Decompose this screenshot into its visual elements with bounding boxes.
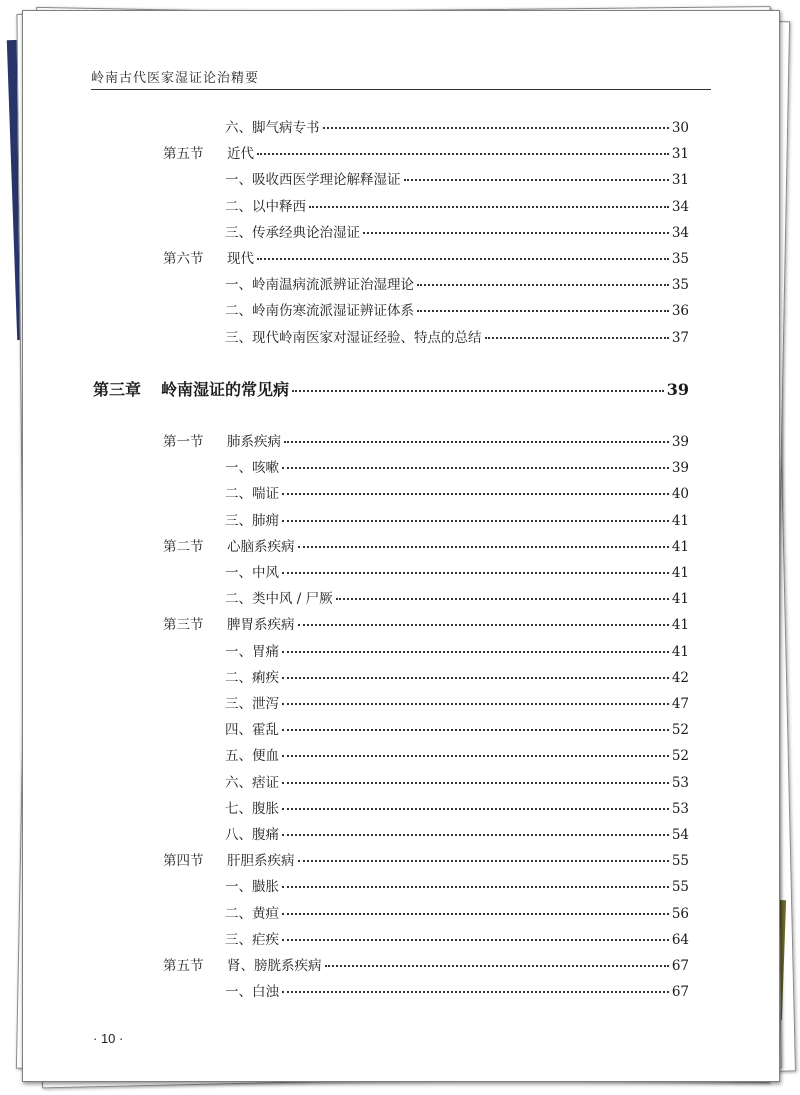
dot-leader (282, 728, 669, 731)
page-number: 35 (671, 251, 689, 267)
page-number: 41 (671, 643, 689, 660)
entry-title (225, 590, 333, 608)
dot-leader (282, 492, 669, 495)
toc-item-entry[interactable] (225, 643, 689, 661)
dot-leader (282, 938, 669, 941)
page-number: 42 (671, 669, 689, 686)
toc-item-entry[interactable] (225, 512, 689, 530)
toc-item-entry[interactable] (225, 931, 689, 949)
dot-leader (485, 336, 669, 339)
toc-chapter-entry[interactable] (93, 379, 689, 401)
toc-item-entry[interactable] (225, 459, 689, 477)
dot-leader (323, 126, 669, 129)
entry-title (225, 485, 279, 503)
section-number: 第五节 (163, 958, 204, 974)
toc-item-entry[interactable] (225, 171, 689, 189)
dot-leader (282, 754, 669, 757)
dot-leader (292, 389, 664, 392)
entry-label: 一、吸收西医学理论解释湿证 (225, 172, 401, 189)
toc-item-entry[interactable] (225, 119, 689, 137)
entry-label: 肾、膀胱系疾病 (227, 958, 322, 974)
section-number: 第三节 (163, 617, 204, 634)
entry-title (225, 878, 279, 896)
dot-leader (282, 833, 669, 836)
page-number: 64 (671, 931, 689, 948)
entry-title (225, 669, 279, 687)
entry-label: 一、岭南温病流派辨证治湿理论 (225, 277, 414, 294)
section-number: 第五节 (163, 146, 204, 163)
entry-label: 三、现代岭南医家对湿证经验、特点的总结 (225, 329, 482, 346)
page-number: 37 (671, 329, 689, 346)
toc-item-entry[interactable] (225, 198, 689, 216)
entry-title (225, 198, 306, 216)
entry-title (225, 905, 279, 923)
entry-title (163, 852, 295, 870)
toc-section-entry[interactable] (163, 250, 689, 268)
entry-title (225, 564, 279, 582)
dot-leader (282, 990, 669, 993)
entry-label: 一、咳嗽 (225, 460, 279, 477)
running-title: 岭南古代医家湿证论治精要 (91, 71, 260, 86)
toc-item-entry[interactable] (225, 747, 689, 765)
toc-item-entry[interactable] (225, 983, 689, 1001)
entry-label: 二、黄疸 (225, 905, 279, 922)
dot-leader (363, 231, 669, 234)
dot-leader (282, 650, 669, 653)
page-number: 34 (671, 224, 689, 241)
dot-leader (325, 964, 669, 967)
toc-item-entry[interactable] (225, 826, 689, 844)
entry-title (225, 459, 279, 477)
page-number: 30 (671, 120, 689, 136)
dot-leader (282, 781, 669, 784)
dot-leader (282, 676, 669, 679)
dot-leader (298, 859, 669, 862)
dot-leader (282, 466, 669, 469)
page-number: 41 (671, 565, 689, 581)
page-number: 41 (671, 591, 689, 608)
page-number: 53 (671, 800, 689, 817)
entry-title (225, 774, 279, 792)
entry-label: 五、便血 (225, 748, 279, 765)
entry-title (225, 747, 279, 765)
entry-label: 二、类中风 / 尸厥 (225, 591, 333, 608)
entry-label: 二、以中释西 (225, 198, 306, 215)
page-number: 52 (671, 722, 689, 739)
entry-label: 近代 (227, 146, 254, 163)
toc-item-entry[interactable] (225, 224, 689, 242)
entry-label: 心脑系疾病 (227, 538, 295, 555)
chapter-title: 岭南湿证的常见病 (161, 380, 290, 399)
dot-leader (284, 440, 669, 443)
toc-section-entry[interactable] (163, 145, 689, 163)
header-rule (91, 89, 711, 90)
page-number: 67 (671, 984, 689, 1001)
dot-leader (282, 519, 669, 522)
entry-title (225, 119, 320, 137)
toc-item-entry[interactable] (225, 905, 689, 923)
entry-title (225, 512, 279, 530)
toc-item-entry[interactable] (225, 590, 689, 608)
entry-title (163, 433, 281, 451)
entry-title (225, 224, 360, 242)
entry-title (163, 250, 254, 268)
page-number: 40 (671, 486, 689, 503)
dot-leader (298, 545, 669, 548)
dot-leader (404, 178, 669, 181)
toc-item-entry[interactable] (225, 302, 689, 320)
toc-item-entry[interactable] (225, 878, 689, 896)
page-number: 35 (671, 277, 689, 294)
toc-section-entry[interactable] (163, 538, 689, 556)
entry-title (163, 145, 254, 163)
entry-title (225, 695, 279, 713)
page-number: 39 (671, 460, 689, 477)
entry-title (225, 171, 401, 189)
entry-label: 一、中风 (225, 565, 279, 581)
page-number: 54 (671, 827, 689, 843)
page-number: 41 (671, 617, 689, 634)
page-number: 52 (671, 748, 689, 765)
toc-section-entry[interactable] (163, 852, 689, 870)
toc-item-entry[interactable] (225, 564, 689, 582)
toc-item-entry[interactable] (225, 774, 689, 792)
entry-label: 七、腹胀 (225, 800, 279, 817)
toc-item-entry[interactable] (225, 485, 689, 503)
entry-title (225, 643, 279, 661)
entry-label: 二、喘证 (225, 486, 279, 503)
page-number: 56 (671, 905, 689, 922)
entry-label: 一、胃痛 (225, 643, 279, 660)
page-number: 31 (671, 146, 689, 163)
page-number: 31 (671, 172, 689, 189)
document-page (22, 10, 780, 1082)
entry-label: 肝胆系疾病 (227, 853, 295, 870)
entry-title (225, 276, 414, 294)
toc-section-entry[interactable] (163, 616, 689, 634)
entry-label: 现代 (227, 251, 254, 267)
entry-title (225, 983, 279, 1001)
entry-label: 三、疟疾 (225, 931, 279, 948)
entry-title (163, 957, 322, 975)
toc-item-entry[interactable] (225, 276, 689, 294)
page-number: 34 (671, 198, 689, 215)
page-number: 47 (671, 696, 689, 712)
entry-label: 二、岭南伤寒流派湿证辨证体系 (225, 303, 414, 320)
dot-leader (298, 623, 669, 626)
dot-leader (336, 597, 669, 600)
page-number: 39 (671, 434, 689, 450)
page-number: 36 (671, 303, 689, 320)
page-number: 67 (671, 958, 689, 974)
entry-label: 脾胃系疾病 (227, 617, 295, 634)
toc-item-entry[interactable] (225, 329, 689, 347)
dot-leader (282, 571, 669, 574)
page-footer-number: · 10 · (93, 1031, 124, 1046)
toc-item-entry[interactable] (225, 800, 689, 818)
entry-title (225, 329, 482, 347)
toc-section-entry[interactable] (163, 957, 689, 975)
page-number: 41 (671, 512, 689, 529)
dot-leader (417, 309, 669, 312)
page-number: 39 (666, 380, 689, 399)
entry-title (225, 302, 414, 320)
dot-leader (309, 205, 669, 208)
entry-label: 一、白浊 (225, 984, 279, 1001)
entry-title (225, 721, 279, 739)
section-number: 第六节 (163, 251, 204, 267)
page-number: 53 (671, 774, 689, 791)
entry-label: 三、泄泻 (225, 696, 279, 712)
entry-title (225, 931, 279, 949)
toc-section-entry[interactable] (163, 433, 689, 451)
entry-label: 六、痞证 (225, 774, 279, 791)
entry-label: 一、臌胀 (225, 879, 279, 896)
dot-leader (282, 912, 669, 915)
dot-leader (257, 257, 669, 260)
entry-label: 三、传承经典论治湿证 (225, 224, 360, 241)
page-number: 41 (671, 538, 689, 555)
entry-label: 三、肺痈 (225, 512, 279, 529)
entry-label: 六、脚气病专书 (225, 120, 320, 136)
dot-leader (282, 702, 669, 705)
section-number: 第四节 (163, 853, 204, 870)
dot-leader (282, 885, 669, 888)
dot-leader (417, 283, 669, 286)
entry-label: 二、痢疾 (225, 669, 279, 686)
dot-leader (282, 807, 669, 810)
dot-leader (257, 152, 669, 155)
toc-item-entry[interactable] (225, 695, 689, 713)
toc-item-entry[interactable] (225, 669, 689, 687)
entry-title (163, 538, 295, 556)
toc-item-entry[interactable] (225, 721, 689, 739)
entry-label: 八、腹痛 (225, 827, 279, 843)
entry-label: 肺系疾病 (227, 434, 281, 450)
chapter-number: 第三章 (93, 380, 142, 399)
entry-title (225, 800, 279, 818)
entry-title (225, 826, 279, 844)
entry-label: 四、霍乱 (225, 722, 279, 739)
page-number: 55 (671, 879, 689, 896)
section-number: 第一节 (163, 434, 204, 450)
entry-title (163, 616, 295, 634)
section-number: 第二节 (163, 538, 204, 555)
page-number: 55 (671, 853, 689, 870)
